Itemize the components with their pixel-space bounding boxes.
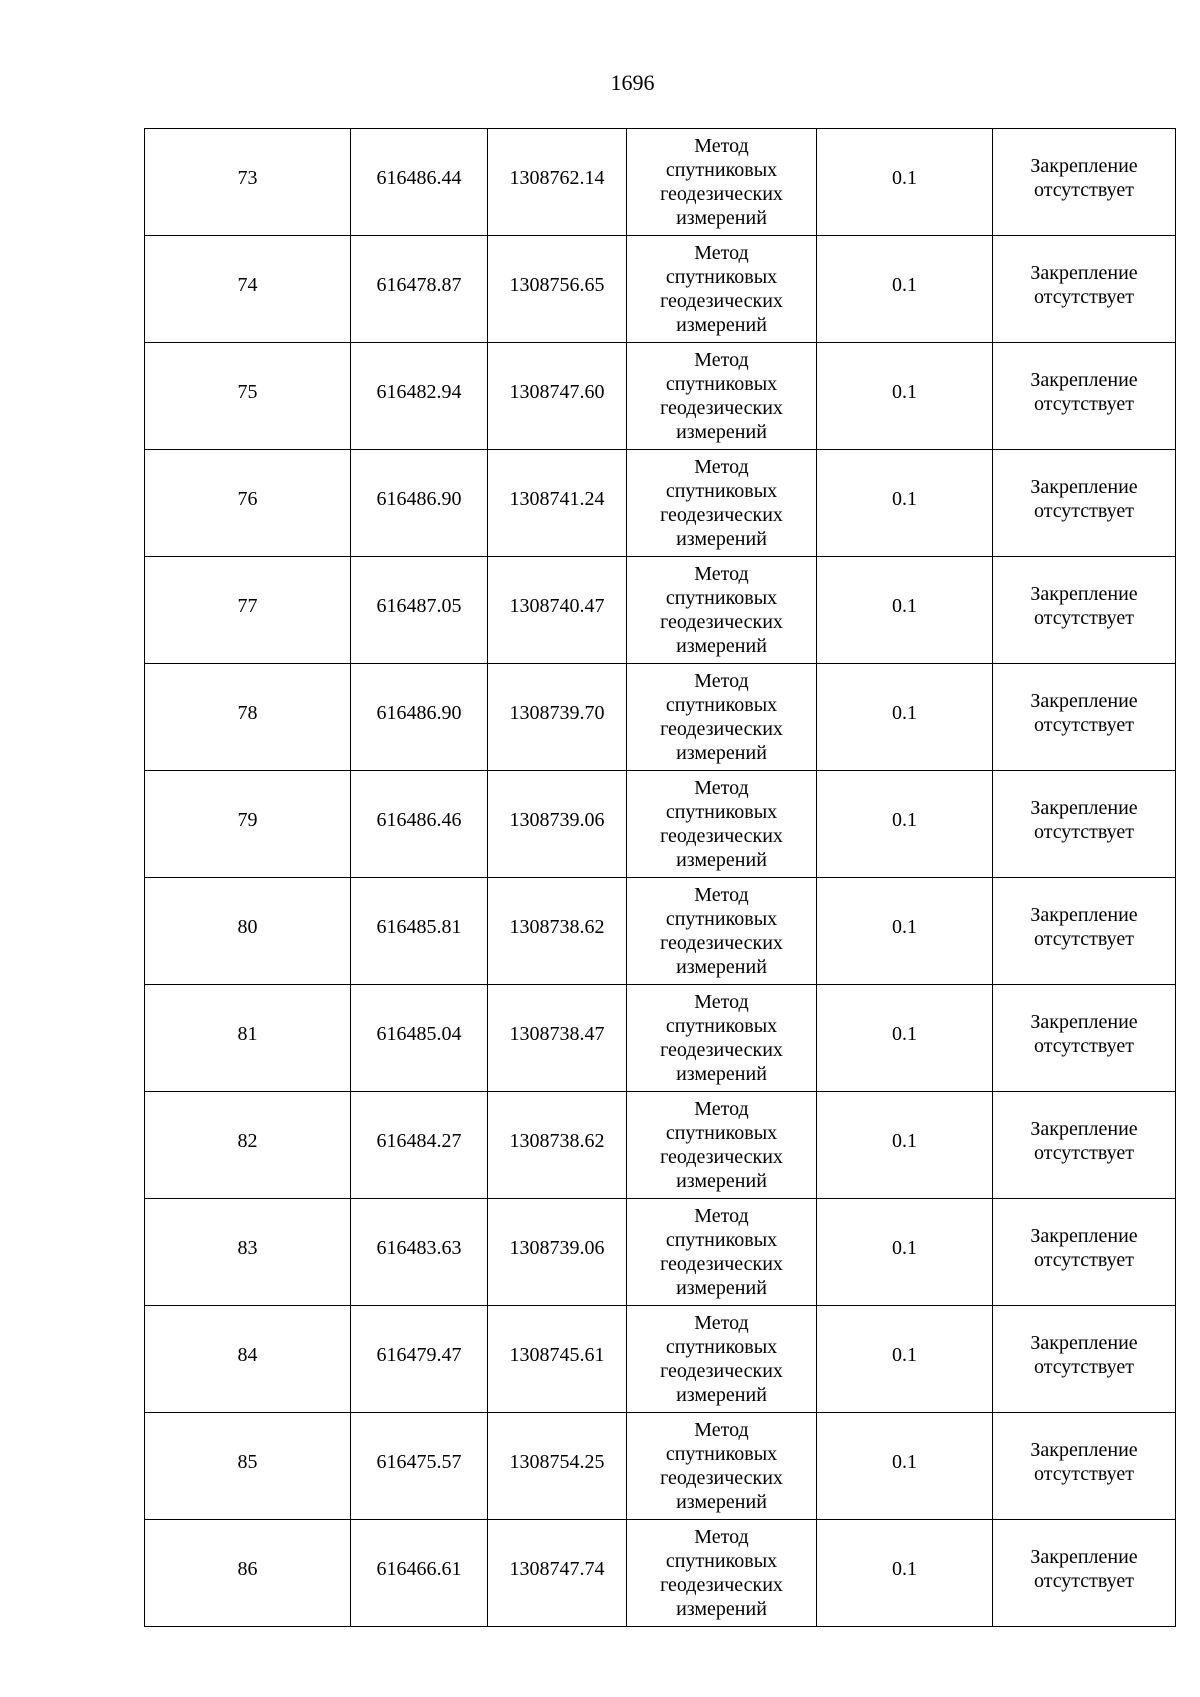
- method-cell-line: измерений: [676, 1598, 767, 1620]
- fixing-cell-line: отсутствует: [1033, 928, 1135, 950]
- method-cell-line: геодезических: [660, 1574, 783, 1596]
- accuracy-cell-text: 0.1: [892, 595, 917, 617]
- method-cell-line: спутниковых: [665, 1550, 778, 1572]
- table-row: [145, 557, 1176, 664]
- y-coordinate-cell-text: 1308739.06: [509, 1237, 605, 1259]
- point-number-cell: [145, 1306, 351, 1413]
- method-cell-line: спутниковых: [665, 1122, 778, 1144]
- table-row: [145, 1413, 1176, 1520]
- method-cell: [627, 771, 817, 878]
- point-number-cell-text: 82: [237, 1130, 258, 1152]
- point-number-cell-text: 78: [237, 702, 258, 724]
- y-coordinate-cell-text: 1308747.74: [509, 1558, 605, 1580]
- y-coordinate-cell: [488, 557, 627, 664]
- method-cell-line: измерений: [676, 742, 767, 764]
- fixing-cell: [993, 129, 1176, 236]
- fixing-cell-line: отсутствует: [1033, 1035, 1135, 1057]
- x-coordinate-cell: [351, 450, 488, 557]
- method-cell-line: Метод: [694, 1526, 749, 1548]
- accuracy-cell-text: 0.1: [892, 916, 917, 938]
- method-cell-line: измерений: [676, 956, 767, 978]
- fixing-cell-line: отсутствует: [1033, 1249, 1135, 1271]
- method-cell-line: Метод: [694, 1098, 749, 1120]
- y-coordinate-cell-text: 1308739.70: [509, 702, 605, 724]
- y-coordinate-cell: [488, 1199, 627, 1306]
- x-coordinate-cell-text: 616486.90: [376, 488, 462, 510]
- x-coordinate-cell: [351, 985, 488, 1092]
- y-coordinate-cell: [488, 1413, 627, 1520]
- method-cell-line: спутниковых: [665, 266, 778, 288]
- fixing-cell: [993, 1306, 1176, 1413]
- y-coordinate-cell: [488, 771, 627, 878]
- method-cell-line: Метод: [694, 884, 749, 906]
- accuracy-cell: [817, 343, 993, 450]
- y-coordinate-cell-text: 1308738.62: [509, 916, 605, 938]
- point-number-cell: [145, 985, 351, 1092]
- y-coordinate-cell-text: 1308738.62: [509, 1130, 605, 1152]
- point-number-cell-text: 84: [237, 1344, 258, 1366]
- table-row: [145, 1092, 1176, 1199]
- fixing-cell: [993, 236, 1176, 343]
- fixing-cell-line: Закрепление: [1030, 1546, 1138, 1568]
- x-coordinate-cell: [351, 236, 488, 343]
- accuracy-cell: [817, 236, 993, 343]
- method-cell-line: Метод: [694, 456, 749, 478]
- method-cell-line: геодезических: [660, 611, 783, 633]
- point-number-cell-text: 77: [237, 595, 258, 617]
- point-number-cell-text: 86: [237, 1558, 258, 1580]
- method-cell-line: спутниковых: [665, 694, 778, 716]
- method-cell-line: Метод: [694, 242, 749, 264]
- fixing-cell: [993, 557, 1176, 664]
- accuracy-cell-text: 0.1: [892, 488, 917, 510]
- table-row: [145, 236, 1176, 343]
- x-coordinate-cell: [351, 664, 488, 771]
- accuracy-cell: [817, 664, 993, 771]
- fixing-cell: [993, 450, 1176, 557]
- x-coordinate-cell: [351, 771, 488, 878]
- method-cell-line: спутниковых: [665, 1015, 778, 1037]
- method-cell-line: геодезических: [660, 290, 783, 312]
- accuracy-cell-text: 0.1: [892, 167, 917, 189]
- x-coordinate-cell-text: 616475.57: [376, 1451, 462, 1473]
- method-cell-line: спутниковых: [665, 587, 778, 609]
- accuracy-cell: [817, 1306, 993, 1413]
- method-cell-line: измерений: [676, 1277, 767, 1299]
- accuracy-cell: [817, 1199, 993, 1306]
- method-cell: [627, 1092, 817, 1199]
- accuracy-cell-text: 0.1: [892, 1130, 917, 1152]
- y-coordinate-cell-text: 1308745.61: [509, 1344, 605, 1366]
- fixing-cell-line: Закрепление: [1030, 1225, 1138, 1247]
- fixing-cell-line: Закрепление: [1030, 155, 1138, 177]
- point-number-cell: [145, 343, 351, 450]
- x-coordinate-cell-text: 616484.27: [376, 1130, 462, 1152]
- method-cell-line: геодезических: [660, 718, 783, 740]
- method-cell-line: измерений: [676, 528, 767, 550]
- accuracy-cell-text: 0.1: [892, 1023, 917, 1045]
- point-number-cell-text: 85: [237, 1451, 258, 1473]
- method-cell-line: Метод: [694, 991, 749, 1013]
- fixing-cell-line: отсутствует: [1033, 286, 1135, 308]
- fixing-cell-line: отсутствует: [1033, 1356, 1135, 1378]
- method-cell: [627, 985, 817, 1092]
- x-coordinate-cell: [351, 129, 488, 236]
- fixing-cell-line: отсутствует: [1033, 1570, 1135, 1592]
- point-number-cell-text: 76: [237, 488, 258, 510]
- method-cell: [627, 1413, 817, 1520]
- method-cell: [627, 236, 817, 343]
- y-coordinate-cell: [488, 1306, 627, 1413]
- point-number-cell: [145, 450, 351, 557]
- boundary-points-table: [144, 128, 1176, 1627]
- fixing-cell-line: Закрепление: [1030, 1011, 1138, 1033]
- fixing-cell-line: отсутствует: [1033, 607, 1135, 629]
- method-cell-line: геодезических: [660, 397, 783, 419]
- accuracy-cell-text: 0.1: [892, 809, 917, 831]
- x-coordinate-cell-text: 616486.44: [376, 167, 462, 189]
- method-cell-line: спутниковых: [665, 159, 778, 181]
- accuracy-cell: [817, 1413, 993, 1520]
- accuracy-cell-text: 0.1: [892, 702, 917, 724]
- point-number-cell-text: 73: [237, 167, 258, 189]
- y-coordinate-cell: [488, 343, 627, 450]
- fixing-cell-line: Закрепление: [1030, 262, 1138, 284]
- method-cell-line: измерений: [676, 1384, 767, 1406]
- x-coordinate-cell: [351, 878, 488, 985]
- fixing-cell: [993, 1520, 1176, 1627]
- x-coordinate-cell-text: 616485.04: [376, 1023, 462, 1045]
- y-coordinate-cell-text: 1308741.24: [509, 488, 605, 510]
- fixing-cell-line: отсутствует: [1033, 1142, 1135, 1164]
- point-number-cell-text: 83: [237, 1237, 258, 1259]
- method-cell-line: спутниковых: [665, 373, 778, 395]
- fixing-cell-line: отсутствует: [1033, 821, 1135, 843]
- fixing-cell-line: Закрепление: [1030, 1118, 1138, 1140]
- table-row: [145, 450, 1176, 557]
- y-coordinate-cell: [488, 664, 627, 771]
- x-coordinate-cell: [351, 1092, 488, 1199]
- point-number-cell-text: 74: [237, 274, 258, 296]
- y-coordinate-cell-text: 1308738.47: [509, 1023, 605, 1045]
- y-coordinate-cell: [488, 236, 627, 343]
- x-coordinate-cell: [351, 1413, 488, 1520]
- table-row: [145, 771, 1176, 878]
- y-coordinate-cell-text: 1308739.06: [509, 809, 605, 831]
- accuracy-cell: [817, 129, 993, 236]
- method-cell: [627, 1520, 817, 1627]
- method-cell-line: спутниковых: [665, 1443, 778, 1465]
- fixing-cell-line: Закрепление: [1030, 690, 1138, 712]
- point-number-cell: [145, 878, 351, 985]
- method-cell-line: измерений: [676, 1170, 767, 1192]
- method-cell-line: геодезических: [660, 825, 783, 847]
- method-cell-line: измерений: [676, 1063, 767, 1085]
- method-cell-line: измерений: [676, 635, 767, 657]
- table-row: [145, 1520, 1176, 1627]
- fixing-cell: [993, 878, 1176, 985]
- method-cell-line: геодезических: [660, 183, 783, 205]
- fixing-cell-line: отсутствует: [1033, 393, 1135, 415]
- point-number-cell: [145, 771, 351, 878]
- fixing-cell: [993, 343, 1176, 450]
- method-cell-line: спутниковых: [665, 1336, 778, 1358]
- fixing-cell-line: отсутствует: [1033, 500, 1135, 522]
- x-coordinate-cell-text: 616482.94: [376, 381, 462, 403]
- y-coordinate-cell: [488, 1092, 627, 1199]
- method-cell-line: Метод: [694, 1419, 749, 1441]
- table-body: [145, 129, 1176, 1627]
- method-cell: [627, 1199, 817, 1306]
- fixing-cell-line: Закрепление: [1030, 797, 1138, 819]
- method-cell-line: Метод: [694, 349, 749, 371]
- fixing-cell-line: Закрепление: [1030, 1439, 1138, 1461]
- x-coordinate-cell-text: 616479.47: [376, 1344, 462, 1366]
- point-number-cell-text: 80: [237, 916, 258, 938]
- x-coordinate-cell-text: 616485.81: [376, 916, 462, 938]
- x-coordinate-cell-text: 616478.87: [376, 274, 462, 296]
- y-coordinate-cell: [488, 878, 627, 985]
- method-cell-line: спутниковых: [665, 1229, 778, 1251]
- method-cell-line: геодезических: [660, 1467, 783, 1489]
- x-coordinate-cell: [351, 1520, 488, 1627]
- y-coordinate-cell: [488, 129, 627, 236]
- y-coordinate-cell: [488, 1520, 627, 1627]
- method-cell-line: геодезических: [660, 1146, 783, 1168]
- fixing-cell-line: отсутствует: [1033, 714, 1135, 736]
- y-coordinate-cell: [488, 450, 627, 557]
- point-number-cell-text: 79: [237, 809, 258, 831]
- method-cell: [627, 343, 817, 450]
- y-coordinate-cell-text: 1308756.65: [509, 274, 605, 296]
- fixing-cell-line: Закрепление: [1030, 904, 1138, 926]
- point-number-cell: [145, 1199, 351, 1306]
- table-row: [145, 129, 1176, 236]
- method-cell: [627, 129, 817, 236]
- method-cell-line: спутниковых: [665, 801, 778, 823]
- fixing-cell-line: Закрепление: [1030, 476, 1138, 498]
- accuracy-cell-text: 0.1: [892, 1237, 917, 1259]
- accuracy-cell-text: 0.1: [892, 381, 917, 403]
- method-cell-line: Метод: [694, 777, 749, 799]
- method-cell-line: Метод: [694, 670, 749, 692]
- point-number-cell: [145, 129, 351, 236]
- fixing-cell: [993, 1199, 1176, 1306]
- x-coordinate-cell-text: 616486.46: [376, 809, 462, 831]
- method-cell-line: измерений: [676, 314, 767, 336]
- point-number-cell-text: 75: [237, 381, 258, 403]
- x-coordinate-cell: [351, 557, 488, 664]
- method-cell: [627, 450, 817, 557]
- table-row: [145, 1199, 1176, 1306]
- fixing-cell-line: Закрепление: [1030, 583, 1138, 605]
- accuracy-cell: [817, 985, 993, 1092]
- fixing-cell: [993, 664, 1176, 771]
- table-row: [145, 985, 1176, 1092]
- accuracy-cell: [817, 1520, 993, 1627]
- method-cell: [627, 664, 817, 771]
- method-cell-line: измерений: [676, 207, 767, 229]
- table-row: [145, 878, 1176, 985]
- method-cell-line: Метод: [694, 563, 749, 585]
- fixing-cell-line: отсутствует: [1033, 1463, 1135, 1485]
- accuracy-cell: [817, 1092, 993, 1199]
- accuracy-cell: [817, 557, 993, 664]
- y-coordinate-cell-text: 1308762.14: [509, 167, 605, 189]
- method-cell-line: геодезических: [660, 932, 783, 954]
- accuracy-cell-text: 0.1: [892, 274, 917, 296]
- y-coordinate-cell: [488, 985, 627, 1092]
- y-coordinate-cell-text: 1308747.60: [509, 381, 605, 403]
- fixing-cell: [993, 771, 1176, 878]
- y-coordinate-cell-text: 1308754.25: [509, 1451, 605, 1473]
- method-cell-line: Метод: [694, 135, 749, 157]
- x-coordinate-cell-text: 616487.05: [376, 595, 462, 617]
- point-number-cell: [145, 236, 351, 343]
- accuracy-cell-text: 0.1: [892, 1558, 917, 1580]
- method-cell-line: геодезических: [660, 1360, 783, 1382]
- page-number: 1696: [610, 70, 655, 95]
- accuracy-cell-text: 0.1: [892, 1344, 917, 1366]
- fixing-cell: [993, 1092, 1176, 1199]
- x-coordinate-cell: [351, 343, 488, 450]
- table-row: [145, 1306, 1176, 1413]
- accuracy-cell: [817, 771, 993, 878]
- table-row: [145, 664, 1176, 771]
- x-coordinate-cell-text: 616483.63: [376, 1237, 462, 1259]
- x-coordinate-cell-text: 616486.90: [376, 702, 462, 724]
- point-number-cell: [145, 1520, 351, 1627]
- method-cell-line: геодезических: [660, 1253, 783, 1275]
- table-row: [145, 343, 1176, 450]
- method-cell: [627, 878, 817, 985]
- point-number-cell-text: 81: [237, 1023, 258, 1045]
- point-number-cell: [145, 1413, 351, 1520]
- method-cell-line: измерений: [676, 849, 767, 871]
- method-cell-line: геодезических: [660, 504, 783, 526]
- method-cell: [627, 557, 817, 664]
- accuracy-cell: [817, 878, 993, 985]
- fixing-cell: [993, 1413, 1176, 1520]
- accuracy-cell: [817, 450, 993, 557]
- method-cell-line: измерений: [676, 1491, 767, 1513]
- method-cell-line: Метод: [694, 1205, 749, 1227]
- method-cell-line: спутниковых: [665, 908, 778, 930]
- fixing-cell: [993, 985, 1176, 1092]
- accuracy-cell-text: 0.1: [892, 1451, 917, 1473]
- method-cell: [627, 1306, 817, 1413]
- x-coordinate-cell: [351, 1199, 488, 1306]
- fixing-cell-line: Закрепление: [1030, 1332, 1138, 1354]
- fixing-cell-line: Закрепление: [1030, 369, 1138, 391]
- method-cell-line: спутниковых: [665, 480, 778, 502]
- point-number-cell: [145, 1092, 351, 1199]
- method-cell-line: геодезических: [660, 1039, 783, 1061]
- method-cell-line: Метод: [694, 1312, 749, 1334]
- y-coordinate-cell-text: 1308740.47: [509, 595, 605, 617]
- x-coordinate-cell-text: 616466.61: [376, 1558, 462, 1580]
- method-cell-line: измерений: [676, 421, 767, 443]
- x-coordinate-cell: [351, 1306, 488, 1413]
- point-number-cell: [145, 664, 351, 771]
- fixing-cell-line: отсутствует: [1033, 179, 1135, 201]
- point-number-cell: [145, 557, 351, 664]
